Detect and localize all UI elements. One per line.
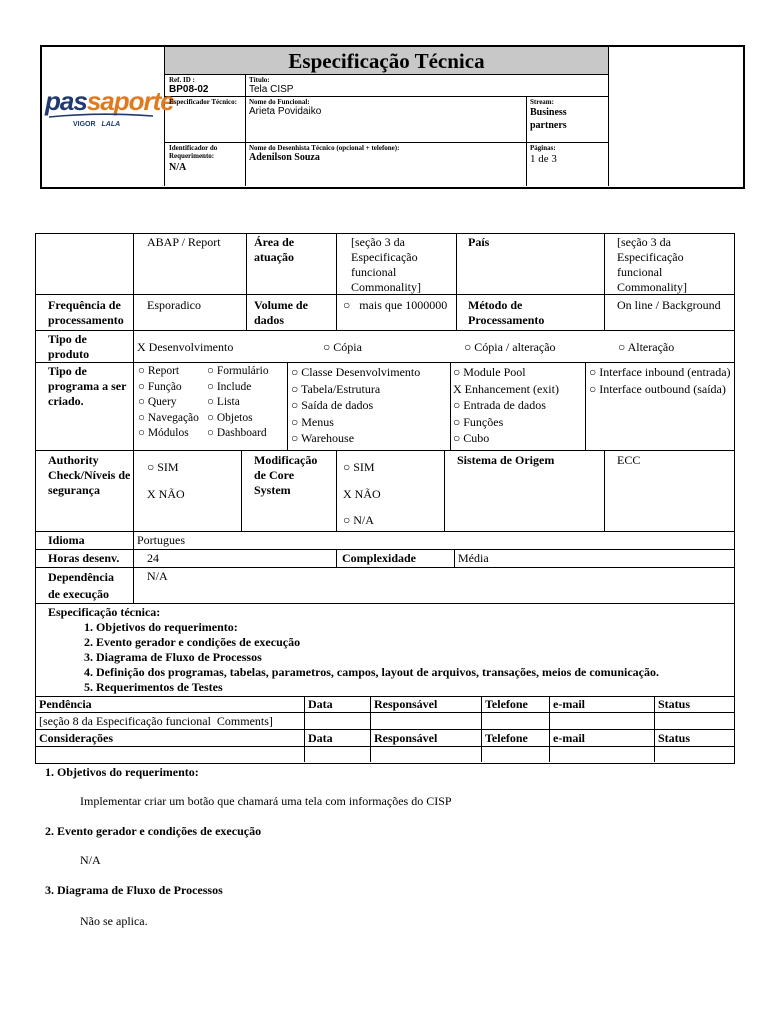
spec-item: 3. Diagrama de Fluxo de Processos (84, 650, 262, 664)
pendencia-email-header: e-mail (553, 697, 585, 711)
modificacao-na: ○ N/A (343, 513, 374, 527)
tipo-produto-alteracao: ○ Alteração (618, 340, 675, 354)
frequencia-label: Frequência de processamento (48, 298, 124, 327)
modificacao-nao: X NÃO (343, 487, 381, 501)
authority-label: Authority Check/Níveis de segurança (48, 453, 131, 497)
paginas-label: Páginas: (530, 144, 556, 152)
horas-label: Horas desenv. (48, 551, 120, 565)
frequencia-value: Esporadico (147, 298, 201, 312)
section1-text: Implementar criar um botão que chamará uma tela com informações do CISP (80, 794, 452, 808)
pais-label: País (468, 235, 490, 249)
identificador-value: N/A (169, 162, 187, 173)
metodo-label: Método de Processamento (468, 298, 545, 327)
tipo-produto-label: Tipo de produto (48, 332, 90, 361)
area-label: Área de atuação (254, 235, 295, 264)
especificador-label: Especificador Técnico: (169, 98, 237, 106)
section2-title: 2. Evento gerador e condições de execução (45, 824, 262, 838)
spec-item: 5. Requerimentos de Testes (84, 680, 223, 694)
consideracoes-status-header: Status (658, 731, 691, 745)
tipo-produto-copia-alteracao: ○ Cópia / alteração (464, 340, 556, 354)
funcional-label: Nome do Funcional: (249, 98, 310, 106)
ref-id-label: Ref. ID : (169, 76, 195, 84)
titulo-value: Tela CISP (249, 84, 294, 95)
pendencia-header: Pendência (39, 697, 92, 711)
sistema-origem-value: ECC (617, 453, 641, 467)
tipo-programa-label: Tipo de programa a ser criado. (48, 364, 127, 408)
dependencia-label: Dependência de execução (48, 570, 114, 601)
abap-cell: ABAP / Report (147, 235, 221, 249)
consideracoes-telefone-header: Telefone (485, 731, 528, 745)
modificacao-label: Modificação de Core System (254, 453, 318, 497)
dependencia-value: N/A (147, 569, 168, 583)
tipo-produto-copia: ○ Cópia (323, 340, 362, 354)
pais-value: [seção 3 da Especificação funcional Commonality] (617, 235, 687, 294)
consideracoes-header: Considerações (39, 731, 113, 745)
authority-sim: ○ SIM (147, 460, 179, 474)
paginas-value: 1 de 3 (530, 153, 557, 165)
volume-label: Volume de dados (254, 298, 308, 327)
tipo-programa-col2: ○ Formulário ○ Include ○ Lista ○ Objetos ○ Dashboard (207, 365, 269, 439)
spec-item: 1. Objetivos do requerimento: (84, 620, 238, 634)
funcional-value: Arieta Povidaiko (249, 106, 322, 117)
stream-value: Business partners (530, 107, 567, 131)
tipo-programa-col4: ○ Module Pool X Enhancement (exit) ○ Entrada de dados ○ Funções ○ Cubo (453, 365, 559, 445)
tipo-programa-col3: ○ Classe Desenvolvimento ○ Tabela/Estrutura ○ Saída de dados ○ Menus ○ Warehouse (291, 365, 421, 445)
horas-value: 24 (147, 551, 159, 565)
metodo-value: On line / Background (617, 298, 721, 312)
complexidade-value: Média (458, 551, 489, 565)
identificador-label: Identificador do Requerimento: (169, 144, 218, 160)
modificacao-sim: ○ SIM (343, 460, 375, 474)
tipo-programa-col5: ○ Interface inbound (entrada) ○ Interface outbound (saída) (589, 365, 731, 396)
area-value: [seção 3 da Especificação funcional Commonality] (351, 235, 421, 294)
authority-nao: X NÃO (147, 487, 185, 501)
tipo-produto-desenvolvimento: X Desenvolvimento (137, 340, 234, 354)
idioma-value: Portugues (137, 533, 185, 547)
company-logo: passaporte VIGOR LALA (45, 86, 174, 128)
pendencia-status-header: Status (658, 697, 691, 711)
pendencia-telefone-header: Telefone (485, 697, 528, 711)
ref-id-value: BP08-02 (169, 84, 209, 95)
complexidade-label: Complexidade (342, 551, 417, 565)
spec-heading: Especificação técnica: (48, 605, 161, 619)
spec-item: 4. Definição dos programas, tabelas, parametros, campos, layout de arquivos, transações, meios de comunicação. (84, 665, 659, 679)
tipo-programa-col1: ○ Report ○ Função ○ Query ○ Navegação ○ Módulos (138, 365, 199, 439)
volume-value: ○ mais que 1000000 (343, 298, 448, 312)
pendencia-responsavel-header: Responsável (374, 697, 438, 711)
section3-text: Não se aplica. (80, 914, 148, 928)
sistema-origem-label: Sistema de Origem (457, 453, 555, 467)
desenhista-value: Adenilson Souza (249, 152, 320, 163)
pendencia-row: [seção 8 da Especificação funcional Comments] (39, 714, 273, 728)
stream-label: Stream: (530, 98, 554, 106)
consideracoes-data-header: Data (308, 731, 333, 745)
section3-title: 3. Diagrama de Fluxo de Processos (45, 883, 223, 897)
desenhista-label: Nome do Desenhista Técnico (opcional + telefone): (249, 144, 400, 152)
section1-title: 1. Objetivos do requerimento: (45, 765, 199, 779)
section2-text: N/A (80, 853, 101, 867)
titulo-label: Título: (249, 76, 270, 84)
document-title: Especificação Técnica (288, 49, 485, 73)
spec-items (84, 620, 659, 695)
consideracoes-email-header: e-mail (553, 731, 585, 745)
pendencia-data-header: Data (308, 697, 333, 711)
consideracoes-responsavel-header: Responsável (374, 731, 438, 745)
idioma-label: Idioma (48, 533, 85, 547)
spec-item: 2. Evento gerador e condições de execução (84, 635, 301, 649)
